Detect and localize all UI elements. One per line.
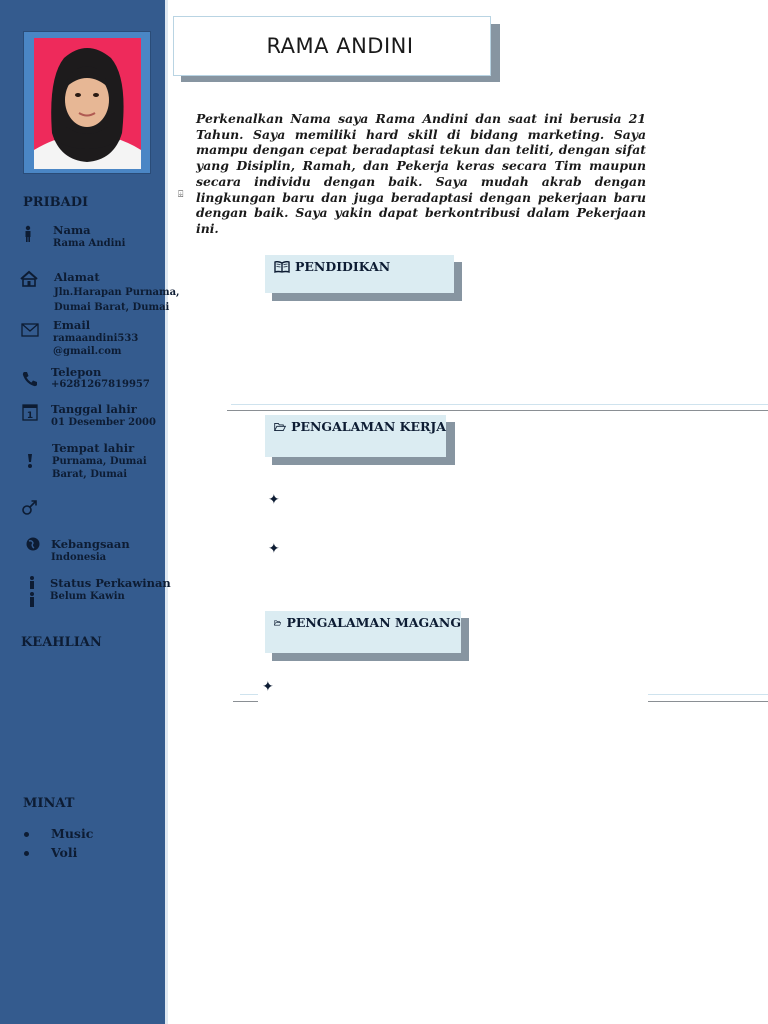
divider	[648, 701, 768, 702]
email-label: Email	[53, 318, 91, 332]
sidebar-edge	[165, 0, 168, 1024]
profile-photo-frame	[23, 31, 151, 174]
svg-text:1: 1	[26, 411, 34, 421]
couple-icon	[25, 575, 43, 609]
pengalaman-magang-heading: PENGALAMAN MAGANG	[286, 615, 461, 630]
profile-photo	[34, 38, 141, 169]
minat-item: Voli	[51, 845, 78, 860]
folder-open-icon	[274, 617, 281, 629]
telepon-label: Telepon	[51, 365, 102, 379]
minat-bullet	[24, 851, 29, 856]
anchor-glyph-icon: ⌹	[178, 190, 184, 200]
page-title: RAMA ANDINI	[266, 34, 414, 58]
alamat-value-line1: Jln.Harapan Purnama,	[54, 287, 180, 298]
minat-heading: MINAT	[23, 796, 75, 811]
pribadi-heading: PRIBADI	[23, 195, 89, 210]
house-icon	[19, 270, 37, 288]
title-box	[173, 16, 491, 76]
pengalaman-kerja-box	[265, 415, 446, 457]
male-symbol-icon	[21, 498, 39, 516]
kebangsaan-value: Indonesia	[51, 552, 107, 563]
envelope-icon	[21, 322, 39, 340]
telepon-value: +6281267819957	[51, 379, 150, 390]
divider-light	[240, 694, 258, 695]
status-value: Belum Kawin	[50, 591, 125, 602]
kebangsaan-label: Kebangsaan	[51, 537, 130, 551]
email-value-line1: ramaandini533	[53, 333, 139, 344]
pin-icon	[23, 453, 41, 471]
intro-paragraph: Perkenalkan Nama saya Rama Andini dan saat ini berusia 21 Tahun. Saya memiliki hard skill di bidang marketing. Saya mampu dengan cepat beradaptasi tekun dan teliti, dengan sifat yang Disiplin, Ramah, dan Pekerja keras secara Tim maupun secara individu dengan baik. Saya mudah akrab dengan lingkungan baru dan juga beradaptasi dengan pekerjaan baru dengan baik. Saya yakin dapat berkontribusi dalam Pekerjaan ini.	[196, 111, 646, 236]
alamat-label: Alamat	[54, 270, 100, 284]
email-value-line2: @gmail.com	[53, 346, 122, 357]
person-icon	[19, 225, 37, 243]
tempat-lahir-label: Tempat lahir	[52, 441, 135, 455]
book-icon	[274, 261, 290, 273]
pendidikan-heading: PENDIDIKAN	[295, 259, 391, 274]
tempat-lahir-value-line2: Barat, Dumai	[52, 469, 128, 480]
folder-open-icon	[274, 421, 286, 433]
star-bullet-icon: ✦	[268, 492, 280, 508]
status-label: Status Perkawinan	[50, 576, 171, 590]
pendidikan-box	[265, 255, 454, 293]
pengalaman-magang-box	[265, 611, 461, 653]
pengalaman-kerja-heading: PENGALAMAN KERJA	[291, 419, 446, 434]
keahlian-heading: KEAHLIAN	[21, 635, 102, 650]
tanggal-lahir-value: 01 Desember 2000	[51, 417, 156, 428]
globe-icon	[25, 536, 43, 554]
tanggal-lahir-label: Tanggal lahir	[51, 402, 137, 416]
calendar-icon	[22, 403, 40, 421]
minat-item: Music	[51, 826, 94, 841]
divider	[233, 701, 258, 702]
nama-value: Rama Andini	[53, 238, 126, 249]
star-bullet-icon: ✦	[262, 679, 274, 695]
nama-label: Nama	[53, 223, 91, 237]
alamat-value-line2: Dumai Barat, Dumai	[54, 302, 170, 313]
star-bullet-icon: ✦	[268, 541, 280, 557]
minat-bullet	[24, 832, 29, 837]
phone-icon	[21, 370, 39, 388]
tempat-lahir-value-line1: Purnama, Dumai	[52, 456, 147, 467]
divider-light	[648, 694, 768, 695]
divider	[227, 410, 768, 411]
divider-light	[231, 404, 768, 405]
